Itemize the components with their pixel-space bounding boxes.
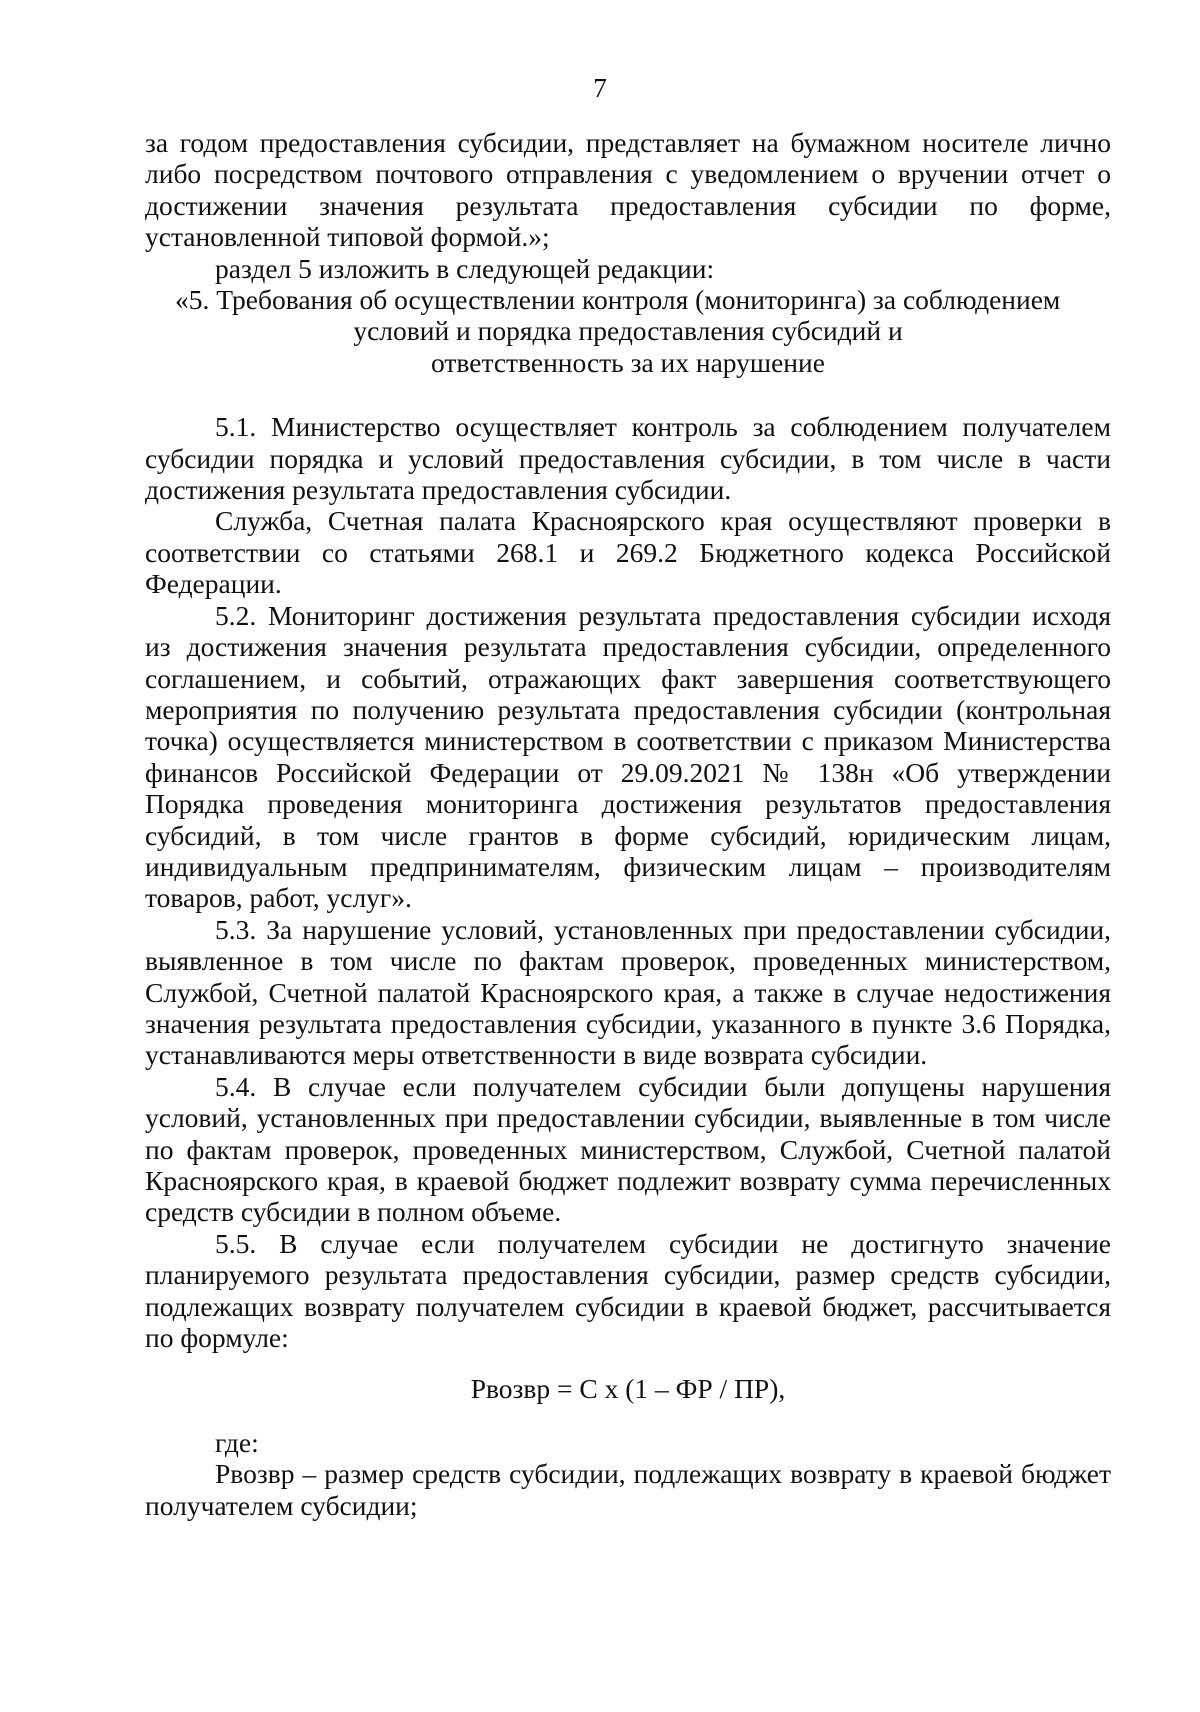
paragraph-5-2: 5.2. Мониторинг достижения результата предоставления субсидии исходя из достижения значения результата предоставления субсидии, определенного соглашением, и событий, отражающих факт завершения соответствующего мероприятия по получению результата предоставления субсидии (контрольная точка) осуществляется министерством в соответствии с приказом Министерства финансов Российской Федерации от 29.09.2021 № 138н «Об утверждении Порядка проведения мониторинга достижения результатов предоставления субсидий, в том числе грантов в форме субсидий, юридическим лицам, индивидуальным предпринимателям, физическим лицам – производителям товаров, работ, услуг». [145, 599, 1111, 914]
formula-where-label: где: [215, 1426, 259, 1458]
page-number: 7 [593, 72, 607, 103]
paragraph-report-continuation: за годом предоставления субсидии, представляет на бумажном носителе лично либо посредством почтового отправления с уведомлением о вручении отчет о достижении значения результата предоставления субсидии по форме, установленной типовой формой.»; [145, 127, 1111, 253]
paragraph-5-4: 5.4. В случае если получателем субсидии были допущены нарушения условий, установленных при предоставлении субсидии, выявленные в том числе по фактам проверок, проведенных министерством, Службой, Счетной палатой Красноярского края, в краевой бюджет подлежит возврату сумма перечисленных средств субсидии в полном объеме. [145, 1070, 1111, 1228]
formula-variable-definition: Рвозвр – размер средств субсидии, подлежащих возврату в краевой бюджет получателем субсидии; [145, 1458, 1111, 1521]
document-body [145, 127, 1111, 1521]
section-5-heading [145, 284, 1111, 378]
section-heading-line: ответственность за их нарушение [431, 346, 825, 378]
return-formula: Рвозвр = С х (1 – ФР / ПР), [470, 1373, 786, 1405]
paragraph-5-5: 5.5. В случае если получателем субсидии не достигнуто значение планируемого результата предоставления субсидии, размер средств субсидии, подлежащих возврату получателем субсидии в краевой бюджет, рассчитывается по формуле: [145, 1227, 1111, 1354]
section-heading-line: «5. Требования об осуществлении контроля (мониторинга) за соблюдением [175, 284, 1061, 316]
paragraph-5-1: 5.1. Министерство осуществляет контроль за соблюдением получателем субсидии порядка и условий предоставления субсидии, в том числе в части достижения результата предоставления субсидии. [145, 411, 1111, 506]
spacer [145, 378, 1111, 411]
paragraph-section-5-intro: раздел 5 изложить в следующей редакции: [215, 252, 715, 284]
paragraph-5-3: 5.3. За нарушение условий, установленных при предоставлении субсидии, выявленное в том числе по фактам проверок, проведенных министерством, Службой, Счетной палатой Красноярского края, а также в случае недостижения значения результата предоставления субсидии, указанного в пункте 3.6 Порядка, устанавливаются меры ответственности в виде возврата субсидии. [145, 913, 1111, 1071]
paragraph-service-inspections: Служба, Счетная палата Красноярского края осуществляют проверки в соответствии со статьями 268.1 и 269.2 Бюджетного кодекса Российской Федерации. [145, 505, 1111, 600]
section-heading-line: условий и порядка предоставления субсидий и [353, 315, 903, 347]
